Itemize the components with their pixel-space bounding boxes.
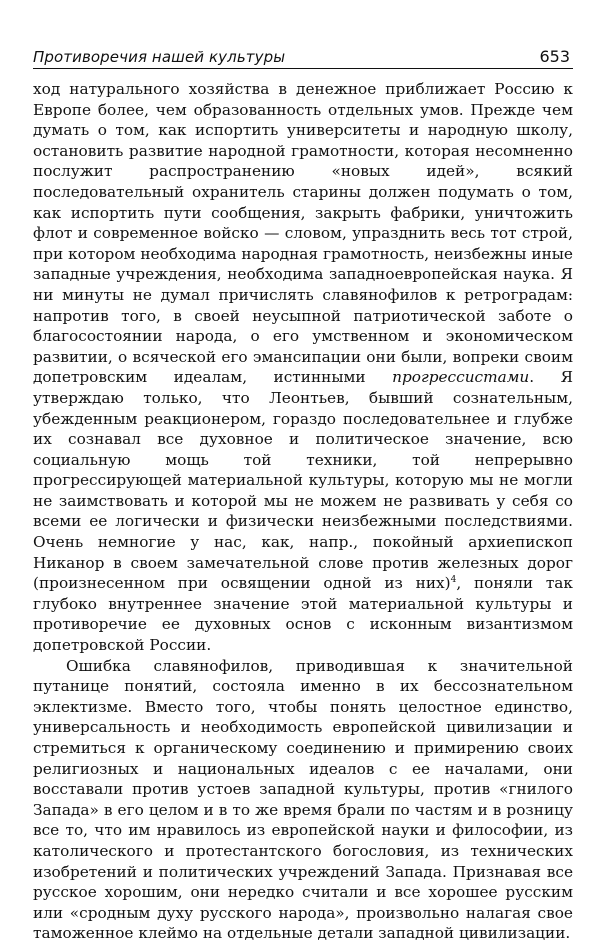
body-text <box>33 79 573 944</box>
emphasis-text: прогрессистами <box>392 368 530 387</box>
paragraph: Ошибка славянофилов, приводившая к значительной путанице понятий, состояла именно в их бессознательном эклектизме. Вместо того, чтобы понять целостное единство, универсальность и необходимость европейской цивилизации и стремиться к органическому соединению и примирению своих религиозных и национальных идеалов с ее началами, они восставали против устоев западной культуры, против «гнилого Запада» в его целом и в то же время брали по частям и в розницу все то, что им нравилось из европейской науки и философии, из католического и протестантского богословия, из технических изобретений и политических учреждений Запада. Признавая все русское хорошим, они нередко считали и все хорошее русским или «сродным духу русского народа», произвольно налагая свое таможенное клеймо на отдельные детали западной цивилизации. <box>33 656 573 943</box>
paragraph-text: ход натурального хозяйства в денежное приближает Россию к Европе более, чем образованность отдельных умов. Прежде чем думать о том, как испортить университеты и народную школу, остановить развитие народной грамотности, которая несомненно послужит распространению «новых идей», всякий последовательный охранитель старины должен подумать о том, как испортить пути сообщения, закрыть фабрики, уничтожить флот и современное войско — словом, упразднить весь тот строй, при котором необходима народная грамотность, неизбежны иные западные учреждения, необходима западноевропейская наука. Я ни минуты не думал причислять славянофилов к ретроградам: напротив того, в своей неусыпной патриотической заботе о благосостоянии народа, о его умственном и экономическом развитии, о всяческой его эмансипации они были, вопреки своим допетровским идеалам, истинными <box>33 80 573 387</box>
paragraph-text: , поняли так глубоко внутреннее значение этой материальной культуры и противоречие ее духовных основ с исконным византизмом допетровской России. <box>33 574 573 655</box>
paragraph-continued <box>33 79 573 656</box>
running-title: Противоречия нашей культуры <box>33 48 286 66</box>
book-page <box>33 40 573 944</box>
footnote-marker: 4 <box>450 575 457 586</box>
page-number: 653 <box>539 47 570 66</box>
running-header <box>33 40 573 69</box>
paragraph-text: . Я утверждаю только, что Леонтьев, бывший сознательным, убежденным реакционером, гораздо последовательнее и глубже их сознавал все духовное и политическое значение, всю социальную мощь той техники, той непрерывно прогрессирующей материальной культуры, которую мы не могли не заимствовать и которой мы не можем не развивать у себя со всеми ее логически и физически неизбежными последствиями. Очень немногие у нас, как, напр., покойный архиепископ Никанор в своем замечательной слове против железных дорог (произнесенном при освящении одной из них) <box>33 368 573 593</box>
